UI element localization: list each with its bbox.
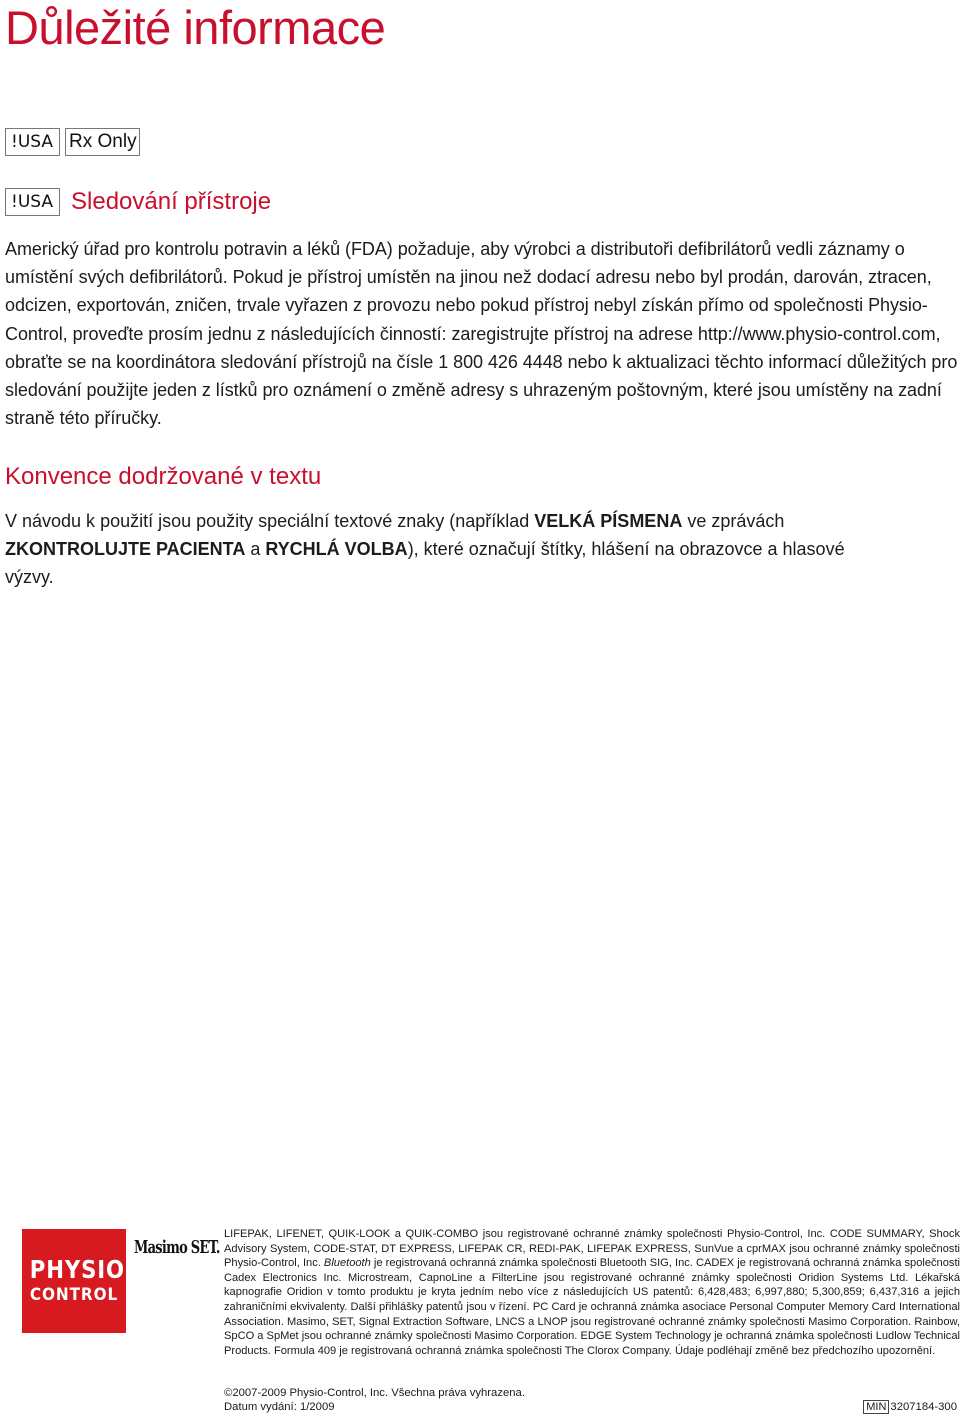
section-heading-tracking: Sledování přístroje xyxy=(71,188,272,215)
min-symbol: MIN xyxy=(863,1400,889,1414)
issue-date: Datum vydání: 1/2009 xyxy=(224,1401,335,1413)
trademark-text: je registrovaná ochranná známka společnosti Bluetooth SIG, Inc. CADEX je registrovaná ochranná známka společnosti Cadex Electronics Inc. Microstream, CapnoLine a FilterLine jsou registrované ochranné známky společnosti Oridion Systems Ltd. Lékařská kapnografie Oridion v tomto produktu je kryta jedním nebo více z následujících US patentů: 6,428,483; 6,997,880; 5,300,859; 6,437,316 a jejich zahraničními ekvivalenty. Další přihlášky patentů jsou v řízení. PC Card je ochranná známka asociace Personal Computer Memory Card International Association. Masimo, SET, Signal Extraction Software, LNCS a LNOP jsou registrované ochranné známky společnosti Masimo Corporation. Rainbow, SpCO a SpMet jsou ochranné známky společnosti Masimo Corporation. EDGE System Technology je ochranná známka společnosti Ludlow Technical Products. Formula 409 je registrovaná ochranná známka společnosti The Clorox Company. Údaje podléhají změně bez předchozího upozornění. xyxy=(224,1257,960,1357)
example-uppercase: VELKÁ PÍSMENA xyxy=(534,511,683,531)
example-check-patient: ZKONTROLUJTE PACIENTA xyxy=(5,539,246,560)
rx-only-row xyxy=(5,128,140,156)
conventions-text: a xyxy=(245,539,266,560)
part-number xyxy=(863,1400,957,1414)
conventions-text: ve zprávách xyxy=(682,511,785,531)
masimo-set-logo xyxy=(134,1237,220,1263)
physio-control-logo-line2: CONTROL xyxy=(29,1285,119,1305)
part-number-value: 3207184-300 xyxy=(890,1401,957,1413)
page-title: Důležité informace xyxy=(5,1,386,54)
conventions-paragraph xyxy=(5,507,885,592)
masimo-set-logo-text: Masimo SET. xyxy=(134,1237,220,1258)
example-quick-select: RYCHLÁ VOLBA xyxy=(265,539,408,560)
trademark-notice xyxy=(224,1227,960,1358)
rx-only-label: Rx Only xyxy=(65,128,140,156)
conventions-text: V návodu k použití jsou použity speciální textové znaky (například xyxy=(5,511,535,531)
tracking-paragraph: Americký úřad pro kontrolu potravin a léků (FDA) požaduje, aby výrobci a distributoři defibrilátorů vedli záznamy o umístění svých defibrilátorů. Pokud je přístroj umístěn na jinou než dodací adresu nebo byl prodán, darován, ztracen, odcizen, exportován, zničen, trvale vyřazen z provozu nebo pokud přístroj nebyl získán přímo od společnosti Physio-Control, proveďte prosím jednu z následujících činností: zaregistrujte přístroj na adrese http://www.physio-control.com, obraťte se na koordinátora sledování přístrojů na čísle 1 800 426 4448 nebo k aktualizaci těchto informací důležitých pro sledování použijte jeden z lístků pro oznámení o změně adresy s uhrazeným poštovným, které jsou umístěny na zadní straně této příručky. xyxy=(5,239,958,429)
physio-control-logo xyxy=(22,1229,126,1333)
copyright: ©2007-2009 Physio-Control, Inc. Všechna práva vyhrazena. xyxy=(224,1387,525,1399)
conventions-text: ), které označují štítky, hlášení na obrazovce a hlasové výzvy. xyxy=(5,539,845,588)
section-heading-conventions: Konvence dodržované v textu xyxy=(5,463,322,490)
usa-symbol: !USA xyxy=(5,128,60,156)
trademark-text: LIFEPAK, LIFENET, QUIK-LOOK a QUIK-COMBO jsou registrované ochranné známky společnosti Physio-Control, Inc. CODE SUMMARY, Shock Advisory System, CODE-STAT, DT EXPRESS, LIFEPAK CR, REDI-PAK, LIFEPAK EXPRESS, SunVue a cprMAX jsou ochranné známky společnosti Physio-Control, Inc. xyxy=(224,1228,960,1270)
physio-control-logo-line1: PHYSIO xyxy=(29,1255,125,1284)
tracking-heading-row xyxy=(5,188,271,216)
usa-symbol: !USA xyxy=(5,188,60,216)
bluetooth-mark: Bluetooth xyxy=(323,1257,371,1270)
